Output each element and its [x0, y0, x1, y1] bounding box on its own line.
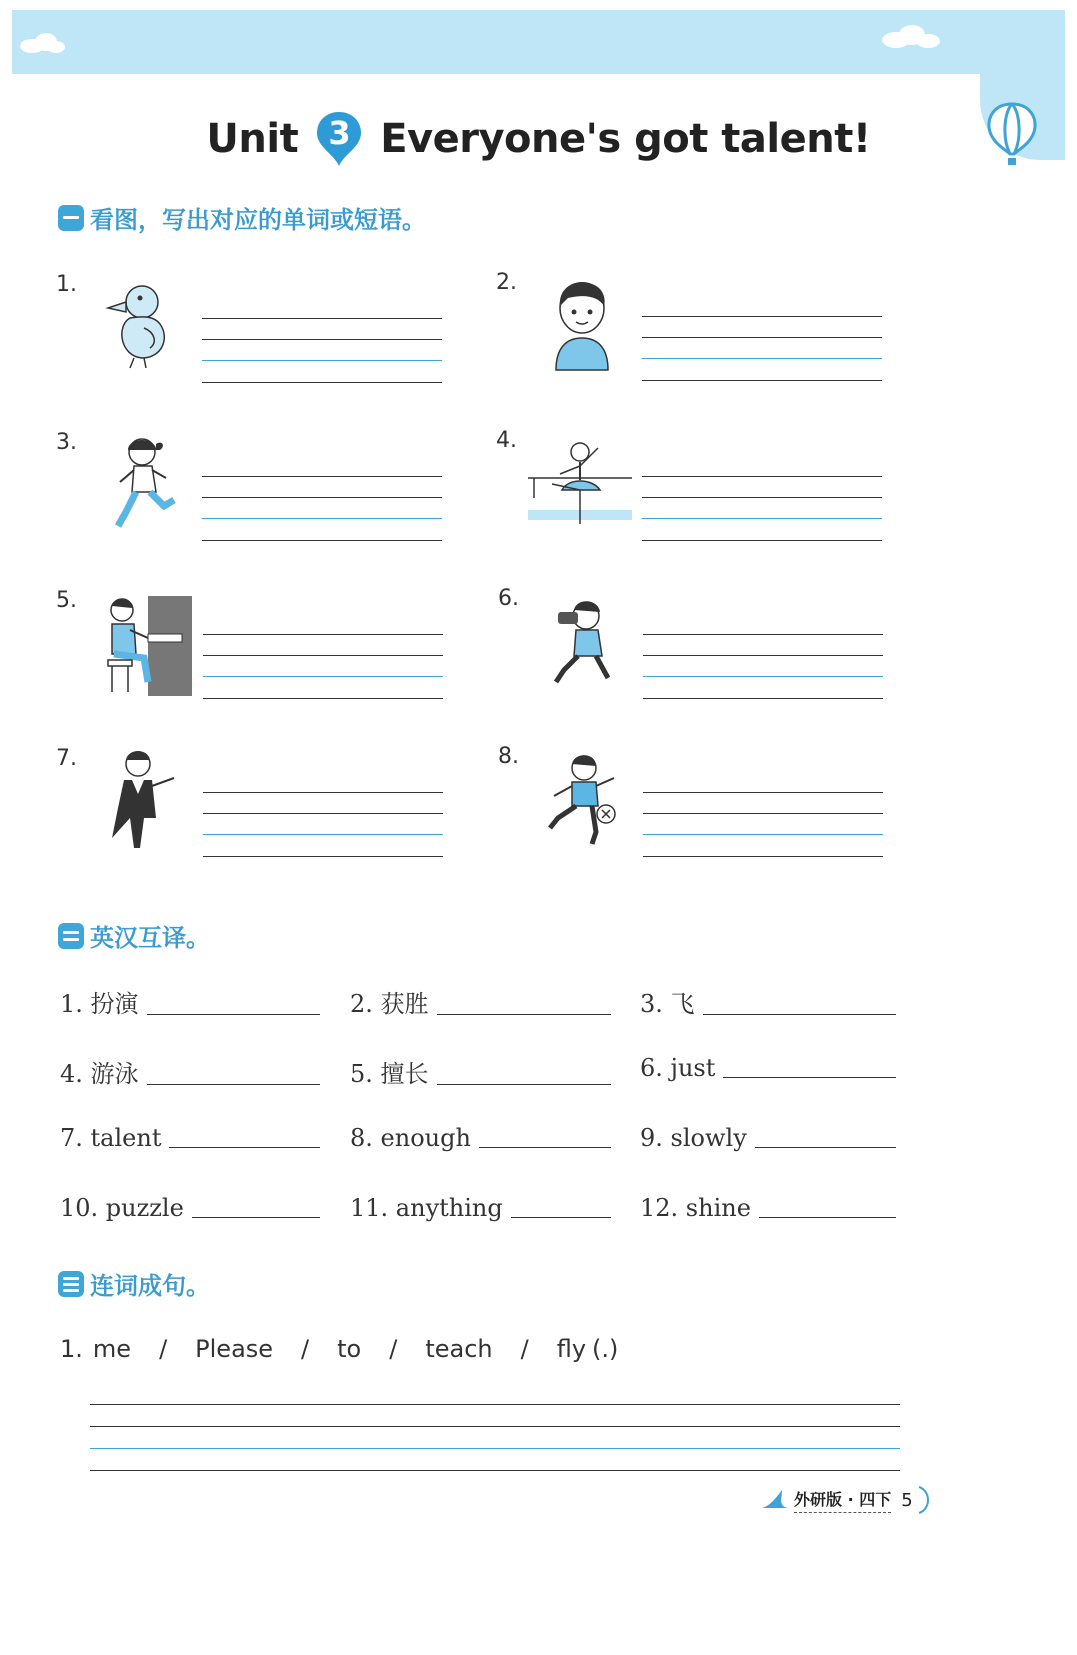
- answer-blank[interactable]: [759, 1217, 896, 1218]
- page-number: 5: [901, 1489, 913, 1511]
- ballet-dancer-icon: [528, 438, 632, 530]
- answer-blank[interactable]: [511, 1217, 611, 1218]
- translation-label: 6. just: [640, 1054, 716, 1082]
- cloud-icon: [880, 24, 942, 50]
- sentence-word: me: [92, 1335, 132, 1363]
- section-3-header: [58, 1266, 210, 1301]
- page-footer: [760, 1485, 933, 1515]
- answer-blank[interactable]: [192, 1217, 320, 1218]
- section-1-title: 看图，写出对应的单词或短语。: [90, 206, 426, 234]
- binoculars-boy-icon: [550, 596, 618, 688]
- page-title: [206, 110, 870, 168]
- word-separator: /: [301, 1335, 310, 1363]
- section-2-header: [58, 918, 210, 953]
- page-header: [0, 110, 1077, 168]
- answer-blank[interactable]: [437, 1014, 611, 1015]
- answer-blank[interactable]: [169, 1147, 320, 1148]
- translation-label: 12. shine: [640, 1194, 751, 1222]
- cloud-icon: [18, 32, 66, 54]
- writing-lines[interactable]: [642, 476, 882, 540]
- word-separator: /: [520, 1335, 529, 1363]
- duck-icon: [104, 280, 176, 372]
- item-number: 6.: [498, 586, 519, 611]
- item-number: 3.: [56, 430, 77, 455]
- item-number: 2.: [496, 270, 517, 295]
- answer-blank[interactable]: [723, 1077, 896, 1078]
- unit-word: Unit: [206, 116, 299, 162]
- answer-lines[interactable]: [90, 1404, 900, 1470]
- writing-lines[interactable]: [642, 316, 882, 380]
- translation-label: 10. puzzle: [60, 1194, 184, 1222]
- sentence-word: Please: [195, 1335, 274, 1363]
- football-player-icon: [544, 752, 620, 848]
- translation-item: [60, 1054, 320, 1089]
- word-separator: /: [159, 1335, 168, 1363]
- translation-label: 11. anything: [350, 1194, 503, 1222]
- unit-number: 3: [328, 114, 351, 152]
- word-separator: /: [389, 1335, 398, 1363]
- page-bracket-icon: [917, 1485, 933, 1515]
- translation-label: 9. slowly: [640, 1124, 747, 1152]
- translation-item: [640, 1054, 896, 1082]
- running-girl-icon: [112, 434, 180, 534]
- sentence-word: to: [337, 1335, 362, 1363]
- answer-blank[interactable]: [755, 1147, 896, 1148]
- item-number: 4.: [496, 428, 517, 453]
- section-3-title: 连词成句。: [90, 1272, 210, 1300]
- writing-lines[interactable]: [202, 318, 442, 382]
- boy-icon: [548, 276, 616, 372]
- writing-lines[interactable]: [643, 634, 883, 698]
- translation-label: 7. talent: [60, 1124, 162, 1152]
- translation-label: 8. enough: [350, 1124, 471, 1152]
- writing-lines[interactable]: [643, 792, 883, 856]
- scrambled-sentence: [60, 1335, 618, 1363]
- sentence-word: fly: [556, 1335, 587, 1363]
- translation-item: [60, 984, 320, 1019]
- translation-label: 2. 获胜: [350, 990, 429, 1018]
- translation-label: 4. 游泳: [60, 1060, 139, 1088]
- translation-item: [60, 1124, 320, 1152]
- unit-title: Everyone's got talent!: [380, 116, 871, 162]
- section-2-title: 英汉互译。: [90, 924, 210, 952]
- unit-number-badge: [314, 110, 364, 168]
- translation-item: [640, 1194, 896, 1222]
- answer-blank[interactable]: [479, 1147, 611, 1148]
- item-number: 7.: [56, 746, 77, 771]
- item-number: 8.: [498, 744, 519, 769]
- bird-logo-icon: [760, 1488, 790, 1512]
- answer-blank[interactable]: [147, 1084, 320, 1085]
- sentence-number: 1.: [60, 1335, 83, 1363]
- translation-item: [350, 1054, 611, 1089]
- writing-lines[interactable]: [202, 476, 442, 540]
- translation-item: [350, 1124, 611, 1152]
- item-number: 1.: [56, 272, 77, 297]
- translation-item: [60, 1194, 320, 1222]
- section-3-icon: [58, 1271, 84, 1297]
- magician-icon: [104, 748, 180, 852]
- edition-label: 外研版 · 四下: [794, 1487, 891, 1513]
- item-number: 5.: [56, 588, 77, 613]
- piano-player-icon: [104, 596, 192, 696]
- translation-item: [640, 984, 896, 1019]
- writing-lines[interactable]: [203, 792, 443, 856]
- section-2-icon: [58, 923, 84, 949]
- answer-blank[interactable]: [703, 1014, 896, 1015]
- translation-item: [350, 984, 611, 1019]
- translation-label: 1. 扮演: [60, 990, 139, 1018]
- writing-lines[interactable]: [203, 634, 443, 698]
- translation-label: 5. 擅长: [350, 1060, 429, 1088]
- translation-item: [350, 1194, 611, 1222]
- translation-item: [640, 1124, 896, 1152]
- answer-blank[interactable]: [437, 1084, 611, 1085]
- sentence-word: teach: [425, 1335, 493, 1363]
- answer-blank[interactable]: [147, 1014, 320, 1015]
- section-1-icon: [58, 205, 84, 231]
- translation-label: 3. 飞: [640, 990, 695, 1018]
- section-1-header: [58, 200, 426, 235]
- sentence-end-mark: (.): [592, 1335, 619, 1363]
